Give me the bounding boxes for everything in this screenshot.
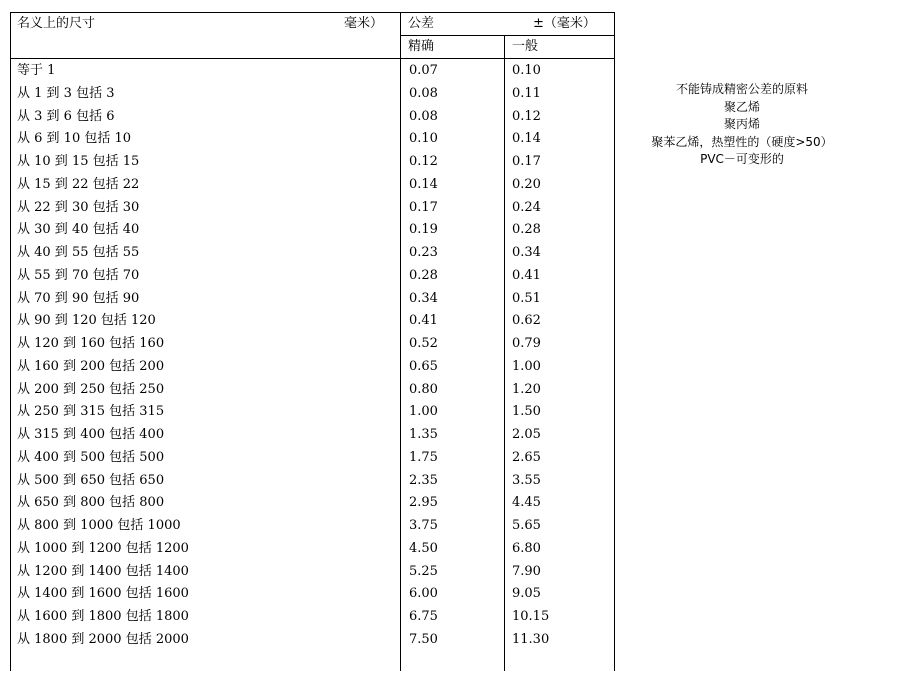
table-row [11, 401, 614, 424]
row-size-cell: 从 40 到 55 包括 55 [17, 245, 140, 260]
row-precise-cell: 6.00 [409, 586, 438, 602]
row-general-cell: 6.80 [512, 540, 541, 556]
row-general-cell: 0.28 [512, 222, 541, 238]
row-size-cell: 从 55 到 70 包括 70 [17, 267, 140, 283]
row-general-cell: 7.90 [512, 563, 541, 579]
row-general-cell: 5.65 [512, 518, 541, 533]
table-body [11, 60, 614, 652]
row-size-cell: 从 1400 到 1600 包括 1600 [17, 586, 189, 602]
row-general-cell: 0.41 [512, 267, 541, 283]
row-general-cell: 4.45 [512, 495, 541, 511]
row-general-cell: 0.34 [512, 245, 541, 260]
table-row [11, 447, 614, 470]
notes-panel [646, 81, 838, 169]
notes-item: 聚苯乙烯，热塑性的（硬度>50） [651, 134, 833, 149]
row-general-cell: 0.17 [512, 154, 541, 169]
header-divider [11, 58, 614, 59]
row-precise-cell: 0.23 [409, 245, 438, 260]
row-general-cell: 0.14 [512, 131, 541, 147]
row-size-cell: 从 1600 到 1800 包括 1800 [17, 609, 189, 624]
row-precise-cell: 1.75 [409, 449, 438, 465]
header-tolerance: 公差 [408, 16, 435, 31]
row-precise-cell: 0.28 [409, 267, 438, 283]
row-size-cell: 从 70 到 90 包括 90 [17, 290, 140, 306]
table-row [11, 288, 614, 311]
row-precise-cell: 0.14 [409, 176, 438, 192]
notes-item: 聚乙烯 [723, 99, 760, 114]
table-row [11, 106, 614, 129]
tolerance-table [10, 12, 615, 671]
table-row [11, 561, 614, 584]
table-row [11, 174, 614, 197]
row-general-cell: 0.51 [512, 290, 541, 306]
row-precise-cell: 0.52 [409, 336, 438, 351]
row-general-cell: 11.30 [512, 631, 550, 647]
table-row [11, 515, 614, 538]
table-row [11, 197, 614, 220]
row-size-cell: 从 90 到 120 包括 120 [17, 313, 156, 329]
table-row [11, 242, 614, 265]
row-size-cell: 从 1800 到 2000 包括 2000 [17, 631, 189, 647]
table-row [11, 310, 614, 333]
table-row [11, 424, 614, 447]
notes-item: 聚丙烯 [723, 117, 760, 131]
row-precise-cell: 0.07 [409, 63, 438, 78]
row-precise-cell: 4.50 [409, 540, 438, 556]
row-size-cell: 从 3 到 6 包括 6 [17, 108, 115, 124]
row-general-cell: 2.65 [512, 449, 541, 465]
row-precise-cell: 0.19 [409, 222, 438, 238]
row-precise-cell: 0.08 [409, 108, 438, 124]
table-row [11, 333, 614, 356]
row-precise-cell: 2.95 [409, 495, 438, 511]
header-tolerance-unit: ±（毫米） [533, 16, 596, 31]
table-row [11, 151, 614, 174]
row-precise-cell: 0.10 [409, 131, 438, 147]
row-precise-cell: 0.08 [409, 85, 438, 101]
row-size-cell: 从 120 到 160 包括 160 [17, 336, 165, 351]
row-size-cell: 从 160 到 200 包括 200 [17, 358, 165, 374]
row-size-cell: 从 250 到 315 包括 315 [17, 404, 165, 420]
row-size-cell: 从 500 到 650 包括 650 [17, 472, 165, 488]
header-size-unit: 毫米） [344, 16, 384, 31]
row-size-cell: 从 1 到 3 包括 3 [17, 85, 115, 101]
row-size-cell: 从 315 到 400 包括 400 [17, 427, 165, 442]
row-precise-cell: 2.35 [409, 472, 438, 488]
row-general-cell: 9.05 [512, 586, 541, 602]
table-row [11, 219, 614, 242]
row-size-cell: 从 10 到 15 包括 15 [17, 154, 140, 169]
table-row [11, 538, 614, 561]
row-precise-cell: 5.25 [409, 563, 438, 579]
row-size-cell: 从 200 到 250 包括 250 [17, 381, 165, 397]
notes-title: 不能铸成精密公差的原料 [675, 82, 808, 96]
table-row [11, 606, 614, 629]
row-size-cell: 从 1200 到 1400 包括 1400 [17, 563, 189, 579]
table-row [11, 83, 614, 106]
row-size-cell: 从 400 到 500 包括 500 [17, 449, 165, 465]
table-row [11, 629, 614, 652]
row-general-cell: 3.55 [512, 472, 541, 488]
row-general-cell: 0.20 [512, 176, 541, 192]
row-general-cell: 10.15 [512, 609, 550, 624]
row-precise-cell: 0.12 [409, 154, 438, 169]
row-size-cell: 从 650 到 800 包括 800 [17, 495, 165, 511]
table-row [11, 128, 614, 151]
row-size-cell: 从 30 到 40 包括 40 [17, 222, 140, 238]
row-precise-cell: 1.00 [409, 404, 438, 420]
table-row [11, 379, 614, 402]
row-precise-cell: 3.75 [409, 518, 438, 533]
table-row [11, 492, 614, 515]
row-size-cell: 从 15 到 22 包括 22 [17, 176, 140, 192]
row-general-cell: 1.00 [512, 358, 541, 374]
row-general-cell: 1.20 [512, 381, 541, 397]
notes-item: PVC－可变形的 [700, 152, 784, 166]
row-precise-cell: 0.17 [409, 199, 438, 215]
row-general-cell: 0.10 [512, 63, 541, 78]
row-precise-cell: 1.35 [409, 427, 438, 442]
row-precise-cell: 0.65 [409, 358, 438, 374]
row-general-cell: 0.79 [512, 336, 541, 351]
row-precise-cell: 0.41 [409, 313, 438, 329]
row-size-cell: 从 800 到 1000 包括 1000 [17, 518, 181, 533]
header-divider [400, 35, 614, 36]
header-nominal-size: 名义上的尺寸 [17, 16, 96, 31]
row-precise-cell: 6.75 [409, 609, 438, 624]
table-row [11, 583, 614, 606]
row-size-cell: 从 22 到 30 包括 30 [17, 199, 140, 215]
row-precise-cell: 0.80 [409, 381, 438, 397]
table-row [11, 265, 614, 288]
row-general-cell: 1.50 [512, 404, 541, 420]
row-precise-cell: 7.50 [409, 631, 438, 647]
row-general-cell: 2.05 [512, 427, 541, 442]
table-row [11, 470, 614, 493]
table-row [11, 356, 614, 379]
row-size-cell: 从 6 到 10 包括 10 [17, 131, 132, 147]
row-general-cell: 0.62 [512, 313, 541, 329]
row-general-cell: 0.11 [512, 85, 541, 101]
row-general-cell: 0.12 [512, 108, 541, 124]
header-general: 一般 [512, 39, 539, 54]
row-size-cell: 从 1000 到 1200 包括 1200 [17, 540, 189, 556]
table-row [11, 60, 614, 83]
row-size-cell: 等于 1 [17, 63, 56, 78]
row-precise-cell: 0.34 [409, 290, 438, 306]
row-general-cell: 0.24 [512, 199, 541, 215]
header-precise: 精确 [408, 39, 435, 54]
